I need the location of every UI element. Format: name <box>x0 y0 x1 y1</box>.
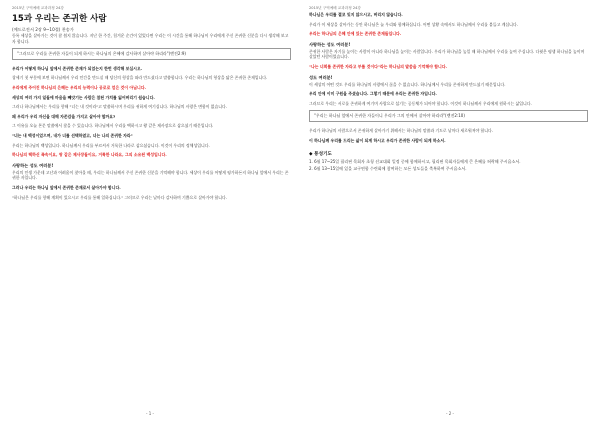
paragraph-5: 우리의 인생 가운데 고난과 어려움이 찾아올 때, 우리는 하나님께서 주신 존귀한 신분을 기억해야 합니다. 세상이 우리를 어떻게 평가하든지 하나님 앞에서 우리는 존귀한 자입니다. <box>12 169 289 181</box>
page-number-1: - 1 - <box>146 411 154 416</box>
prayer-title: ◆ 통성기도 <box>309 152 332 158</box>
highlight-9: "나는 너희를 존귀한 자라고 부를 것이다"라는 하나님의 말씀을 기억해야 합니다. <box>309 63 447 69</box>
page-title: 15과 우리는 존귀한 사람 <box>12 14 107 24</box>
page-header: 2015년 구역예배 교과과정 24강 <box>12 6 64 10</box>
paragraph-6: "하나님은 우리를 향해 계획이 있으시고 우리를 통해 일하십니다." 그러므로 우리는 날마다 감사하며 기쁨으로 살아가야 합니다. <box>12 194 228 200</box>
paragraph-2: 그러나 하나님께서는 우리를 향해 "너는 내 것이라"고 말씀하시며 우리를 귀하게 여기십니다. 하나님의 사랑은 변함이 없습니다. <box>12 104 228 110</box>
section-heading-1: 사랑하는 성도 여러분! <box>12 162 54 168</box>
section-heading-3: 성도 여러분! <box>309 74 333 80</box>
paragraph-4: 우리는 하나님의 백성입니다. 하나님께서 우리를 부르셔서 거룩한 나라로 삼으셨습니다. 이것이 우리의 정체성입니다. <box>12 142 210 148</box>
paragraph-10: 이 세상의 어떤 것도 우리를 하나님의 사랑에서 끊을 수 없습니다. 하나님께서 우리를 존귀하게 만드셨기 때문입니다. <box>309 81 506 87</box>
page-header-2: 2015년 구역예배 교과과정 24강 <box>309 6 361 10</box>
highlight-4: 하나님의 택하신 족속이요, 왕 같은 제사장들이요, 거룩한 나라요, 그의 소유된 백성입니다. <box>12 152 167 158</box>
prayer-item: 2. 6월 13~15일에 있을 교구연합 수련회에 참여하는 모든 성도들을 축복하여 주시옵소서. <box>309 165 467 171</box>
highlight-10: 우리 안에 이미 구원을 주셨습니다. 그렇기 때문에 우리는 존귀한 자입니다. <box>309 91 437 97</box>
paragraph-heading-7: 하나님은 우리를 결코 잊지 않으시고, 버리지 않습니다. <box>309 12 403 17</box>
paragraph-1: 창세기 첫 부분에 보면 하나님께서 우리 인간을 만드실 때 당신의 형상을 따라 만드셨다고 말씀합니다. 우리는 하나님의 형상을 닮은 존귀한 존재입니다. <box>12 75 268 81</box>
paragraph-12: 우리가 하나님의 사람으로서 존귀하게 살아가기 위해서는 하나님의 말씀과 기도로 날마다 새로워져야 합니다. <box>309 127 493 133</box>
paragraph-7: 우리가 이 세상을 살아가는 동안 하나님은 늘 우리와 함께하십니다. 어떤 상황 속에서도 하나님께서 우리를 붙들고 계십니다. <box>309 21 518 27</box>
paragraph-9: 존귀한 사람은 자기를 높이는 사람이 아니라 하나님을 높이는 사람입니다. 우리가 하나님을 높일 때 하나님께서 우리를 높여 주십니다. 다윗은 평생 하나님을 높이며 살았던 사람이었습니다. <box>309 48 585 60</box>
highlight-1: 우리에게 주어진 하나님의 은혜는 우리의 능력이나 공로로 얻은 것이 아닙니다. <box>12 84 146 90</box>
paragraph-3: 그 이유를 오늘 본문 말씀에서 찾을 수 있습니다. 하나님께서 우리를 택하시고 왕 같은 제사장으로 삼으셨기 때문입니다. <box>12 123 214 129</box>
intro-paragraph: 등록 세상을 살아가는 것이 참 쉽지 않습니다. 지난 한 주간, 힘겨운 순간이 있었다면 우리는 이 시간을 통해 하나님이 우리에게 주신 존귀한 신분을 다시 생각해 보고자 합니다. <box>12 33 289 44</box>
section-heading-2: 사랑하는 성도 여러분! <box>309 41 351 47</box>
page-number-2: - 2 - <box>446 411 454 416</box>
paragraph-heading-1: 우리가 어떻게 하나님 앞에서 존귀한 존재가 되었는지 한번 생각해 보십시오. <box>12 65 143 71</box>
prayer-item: 1. 6월 17~25일 필리핀 목회자 초청 선교대회 일정 중에 함께하시고, 필리핀 목회자들에게 큰 은혜를 허락해 주시옵소서. <box>309 159 521 165</box>
paragraph-heading-3: 왜 우리가 우리 자신을 대해 자존감을 가지고 살아야 할까요? <box>12 113 116 119</box>
paragraph-2-intro: 세상의 여러 가지 일들에 마음을 빼앗기는 사람은 참된 가치를 잃어버리기 쉽습니다. <box>12 94 155 100</box>
highlight-8: 우리는 하나님의 은혜 안에 있는 존귀한 존재들입니다. <box>309 31 402 37</box>
quote-2: "너는 내 백성이었으며, 내가 너를 선택하였고, 너는 나의 존귀한 자라" <box>12 132 133 138</box>
scripture-reference: (예드로전서 2장 9~10절) 찬송가 <box>12 27 74 32</box>
quote-box-3: "우리는 하나님 앞에서 존귀한 자들이니 우리가 그의 안에서 살아야 하리라"(벧전2:10) <box>309 110 588 122</box>
quote-box-1: "그러므로 우리를 존귀한 자들이 되게 하시는 하나님의 은혜에 감사하며 살아야 하리라"(벧전2:9) <box>12 48 291 60</box>
paragraph-11: 그러므로 우리는 서로를 존귀하게 여기며 사랑으로 섬기는 공동체가 되어야 합니다. 이것이 하나님께서 우리에게 원하시는 삶입니다. <box>309 100 532 106</box>
page-2 <box>300 0 600 424</box>
highlight-12: 이 하나님께 우리를 드리는 삶이 되게 하시고 우리가 존귀한 사람이 되게 하소서. <box>309 137 446 143</box>
highlight-5: 그러나 우리는 하나님 앞에서 존귀한 존재로서 살아가야 합니다. <box>12 184 121 190</box>
